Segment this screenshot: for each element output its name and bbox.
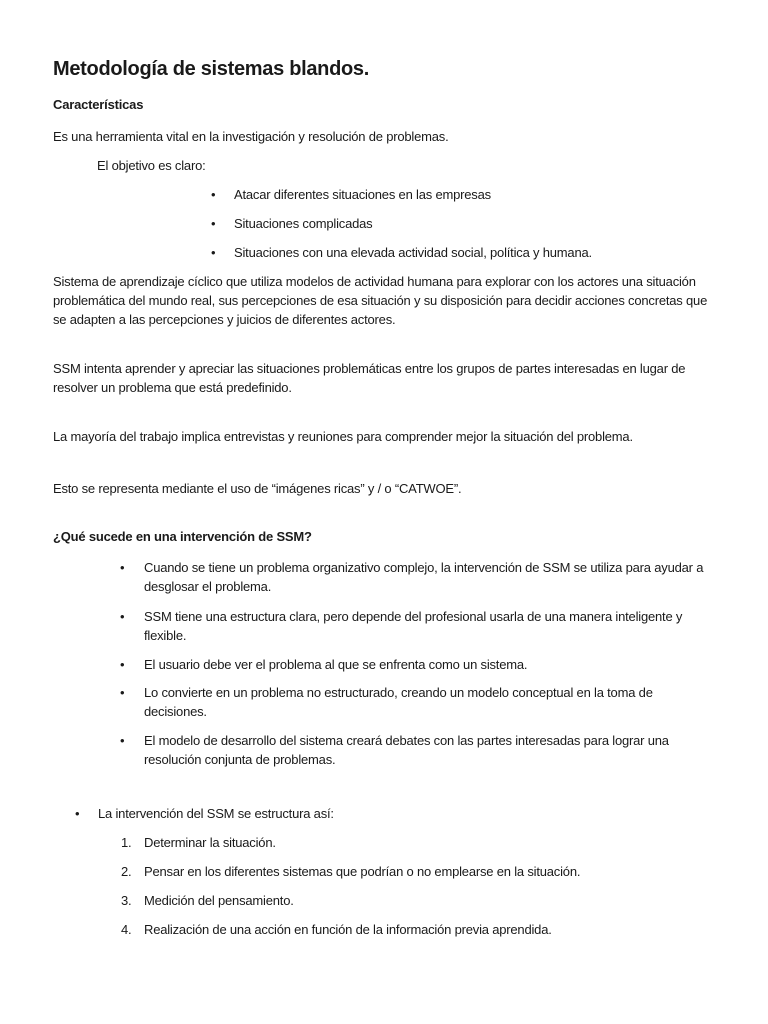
bullet-icon: • (211, 245, 216, 260)
list-item-text: La intervención del SSM se estructura así: (98, 806, 334, 821)
bullet-icon: • (120, 560, 125, 575)
step-text: Pensar en los diferentes sistemas que podrían o no emplearse en la situación. (144, 864, 581, 879)
step-number: 2. (121, 864, 132, 879)
step-text: Realización de una acción en función de la información previa aprendida. (144, 922, 552, 937)
list-item-text: Situaciones complicadas (234, 216, 373, 231)
intro-paragraph: Es una herramienta vital en la investigación y resolución de problemas. (53, 129, 449, 144)
bullet-icon: • (120, 657, 125, 672)
step-number: 1. (121, 835, 132, 850)
list-item-text: El usuario debe ver el problema al que se enfrenta como un sistema. (144, 657, 528, 672)
paragraph-imagenes: Esto se representa mediante el uso de “imágenes ricas” y / o “CATWOE”. (53, 481, 462, 496)
bullet-icon: • (120, 733, 125, 748)
paragraph-ssm: SSM intenta aprender y apreciar las situaciones problemáticas entre los grupos de partes interesadas en lugar de resolver un problema que está predefinido. (53, 361, 686, 395)
section-heading-caracteristicas: Características (53, 97, 144, 112)
objective-label: El objetivo es claro: (97, 158, 206, 173)
step-number: 4. (121, 922, 132, 937)
step-text: Determinar la situación. (144, 835, 276, 850)
list-item-text: El modelo de desarrollo del sistema creará debates con las partes interesadas para lograr una resolución conjunta de problemas. (144, 733, 669, 767)
bullet-icon: • (120, 685, 125, 700)
bullet-icon: • (211, 187, 216, 202)
list-item-text: Atacar diferentes situaciones en las empresas (234, 187, 491, 202)
bullet-icon: • (75, 806, 80, 821)
bullet-icon: • (120, 609, 125, 624)
section-heading-intervencion: ¿Qué sucede en una intervención de SSM? (53, 529, 312, 544)
list-item-text: SSM tiene una estructura clara, pero depende del profesional usarla de una manera inteligente y flexible. (144, 609, 683, 643)
bullet-icon: • (211, 216, 216, 231)
page-title: Metodología de sistemas blandos. (53, 58, 370, 80)
paragraph-aprendizaje: Sistema de aprendizaje cíclico que utiliza modelos de actividad humana para explorar con los actores una situación problemática del mundo real, sus percepciones de esa situación y su disposición para decidir acciones concretas que se adapten a las percepciones y juicios de diferentes actores. (53, 274, 708, 327)
list-item-text: Cuando se tiene un problema organizativo complejo, la intervención de SSM se utiliza para ayudar a desglosar el problema. (144, 560, 704, 594)
step-text: Medición del pensamiento. (144, 893, 294, 908)
list-item-text: Lo convierte en un problema no estructurado, creando un modelo conceptual en la toma de decisiones. (144, 685, 653, 719)
paragraph-trabajo: La mayoría del trabajo implica entrevistas y reuniones para comprender mejor la situación del problema. (53, 429, 633, 444)
step-number: 3. (121, 893, 132, 908)
list-item-text: Situaciones con una elevada actividad social, política y humana. (234, 245, 592, 260)
